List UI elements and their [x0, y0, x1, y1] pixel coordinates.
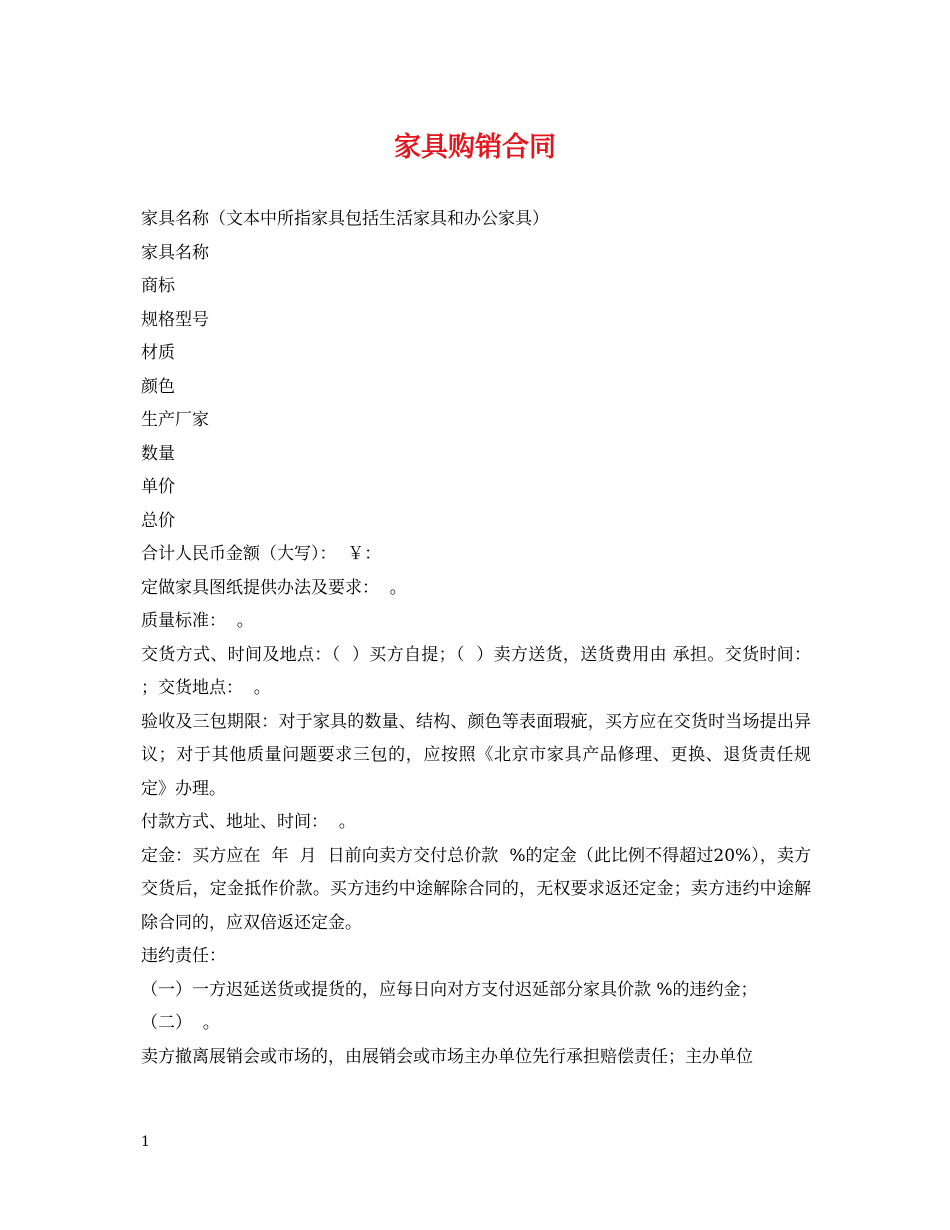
paragraph: 违约责任： — [141, 946, 226, 966]
paragraph: 数量 — [141, 443, 175, 464]
paragraph: 颜色 — [141, 376, 175, 397]
paragraph: 定金：买方应在 年 月 日前向卖方交付总价款 %的定金（此比例不得超过20%），卖方交货后，定金抵作价款。买方违约中途解除合同的，无权要求返还定金；卖方违约中途解除合同的，应双倍返还定金。 — [141, 845, 811, 933]
paragraph: 定做家具图纸提供办法及要求： 。 — [141, 577, 407, 598]
paragraph: 规格型号 — [141, 309, 209, 330]
paragraph: 付款方式、地址、时间： 。 — [141, 812, 356, 832]
paragraph: 卖方撤离展销会或市场的，由展销会或市场主办单位先行承担赔偿责任；主办单位 — [141, 1046, 753, 1067]
paragraph: 商标 — [141, 276, 175, 296]
paragraph: 生产厂家 — [141, 410, 209, 430]
paragraph: （一）一方迟延送货或提货的，应每日向对方支付迟延部分家具价款 %的违约金； — [141, 979, 758, 1000]
paragraph: 验收及三包期限：对于家具的数量、结构、颜色等表面瑕疵，买方应在交货时当场提出异议；对于其他质量问题要求三包的，应按照《北京市家具产品修理、更换、退货责任规定》办理。 — [141, 711, 811, 799]
paragraph: 合计人民币金额（大写）： ￥： — [141, 544, 382, 564]
paragraph: 单价 — [141, 477, 175, 497]
paragraph: （二） 。 — [141, 1013, 220, 1033]
paragraph: 总价 — [141, 510, 175, 531]
paragraph: 交货方式、时间及地点：（ ）买方自提；（ ）卖方送货，送货费用由 承担。交货时间： ；交货地点： 。 — [141, 644, 822, 698]
document-title: 家具购销合同 — [394, 132, 556, 163]
paragraph: 家具名称（文本中所指家具包括生活家具和办公家具） — [141, 209, 549, 229]
paragraph: 材质 — [141, 343, 175, 363]
paragraph: 家具名称 — [141, 242, 209, 263]
document-body — [141, 203, 822, 1074]
page-number: 1 — [141, 1134, 150, 1150]
paragraph: 质量标准： 。 — [141, 611, 254, 631]
